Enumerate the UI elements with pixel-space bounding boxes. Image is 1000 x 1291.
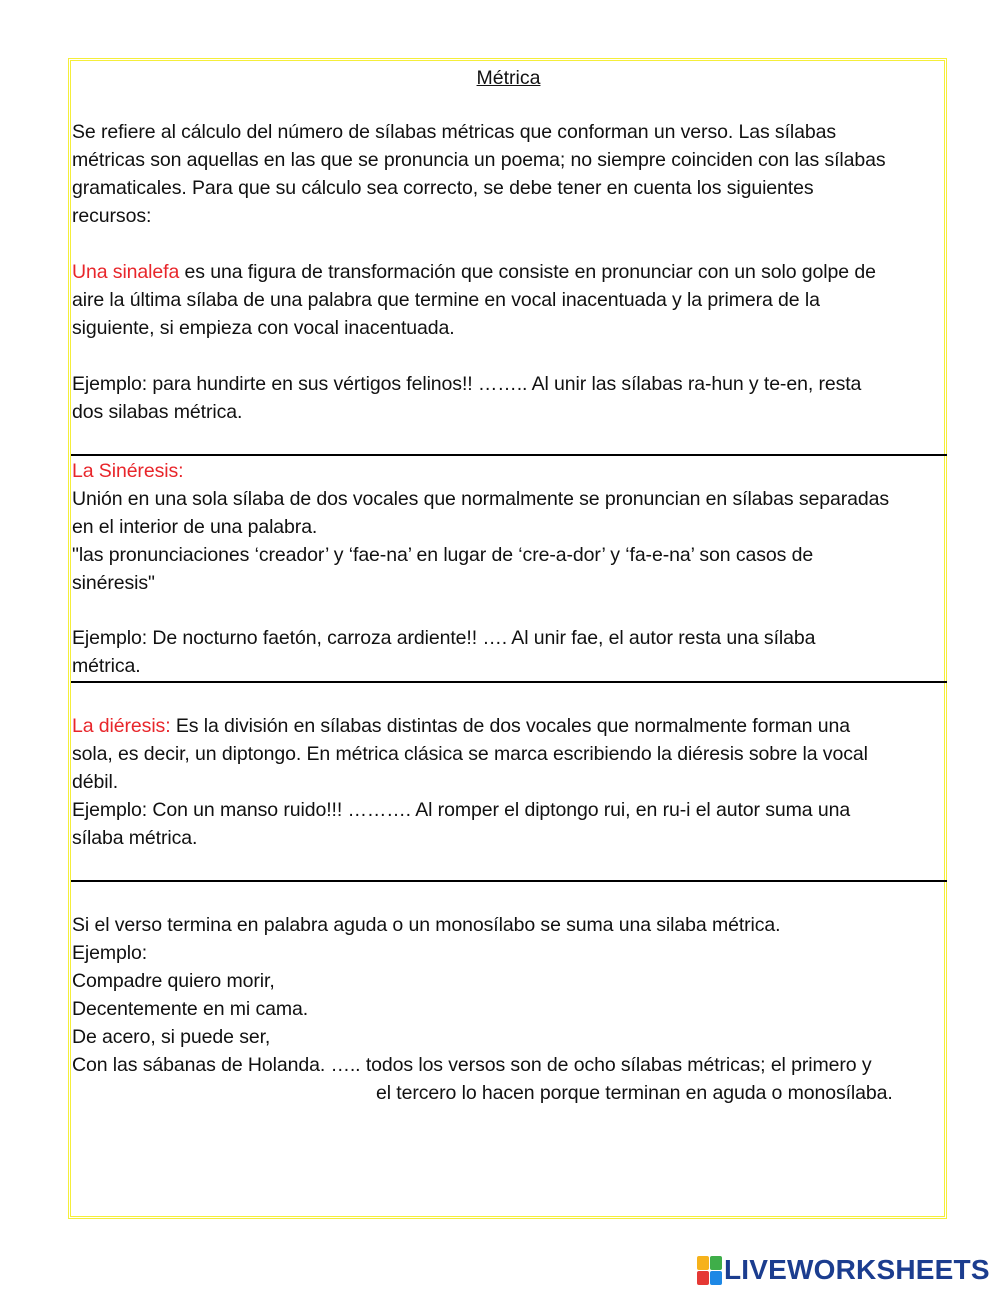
sineresis-line-2: en el interior de una palabra.: [72, 516, 318, 538]
dieresis-line-5: sílaba métrica.: [72, 827, 198, 849]
dieresis-term: La diéresis:: [72, 715, 171, 737]
liveworksheets-logo-text: LIVEWORKSHEETS: [724, 1254, 990, 1285]
logo-square: [697, 1256, 709, 1270]
sineresis-line-1: Unión en una sola sílaba de dos vocales que normalmente se pronuncian en sílabas separadas: [72, 488, 890, 510]
aguda-line-4: Decentemente en mi cama.: [72, 998, 309, 1020]
aguda-line-3: Compadre quiero morir,: [72, 970, 275, 992]
sinalefa-example-1: Ejemplo: para hundirte en sus vértigos felinos!! …….. Al unir las sílabas ra-hun y te-en, resta: [72, 373, 862, 395]
sineresis-line-4: sinéresis": [72, 572, 155, 594]
sinalefa-line-3: siguiente, si empieza con vocal inacentuada.: [72, 317, 455, 339]
dieresis-line-2: sola, es decir, un diptongo. En métrica clásica se marca escribiendo la diéresis sobre la vocal: [72, 743, 868, 765]
intro-line-2: métricas son aquellas en las que se pronuncia un poema; no siempre coinciden con las sílabas: [72, 149, 886, 171]
divider: [71, 454, 947, 456]
sinalefa-term: Una sinalefa: [72, 261, 180, 283]
dieresis-line-1: [72, 712, 850, 740]
aguda-line-7: el tercero lo hacen porque terminan en aguda o monosílaba.: [376, 1082, 893, 1104]
intro-line-4: recursos:: [72, 205, 152, 227]
logo-square: [710, 1256, 722, 1270]
dieresis-line-4: Ejemplo: Con un manso ruido!!! ………. Al romper el diptongo rui, en ru-i el autor suma una: [72, 799, 851, 821]
aguda-line-6: Con las sábanas de Holanda. ….. todos los versos son de ocho sílabas métricas; el primero y: [72, 1054, 872, 1076]
divider: [71, 880, 947, 882]
liveworksheets-logo: [697, 1254, 990, 1286]
page-title: Métrica: [476, 67, 541, 89]
logo-square: [710, 1271, 722, 1285]
intro-line-1: Se refiere al cálculo del número de sílabas métricas que conforman un verso. Las sílabas: [72, 121, 837, 143]
sinalefa-line-1: [72, 258, 876, 286]
sineresis-example-2: métrica.: [72, 655, 141, 677]
dieresis-line-3: débil.: [72, 771, 119, 793]
sinalefa-line-2: aire la última sílaba de una palabra que termine en vocal inacentuada y la primera de la: [72, 289, 820, 311]
aguda-line-1: Si el verso termina en palabra aguda o un monosílabo se suma una silaba métrica.: [72, 914, 781, 936]
dieresis-definition: Es la división en sílabas distintas de dos vocales que normalmente forman una: [170, 715, 850, 737]
sinalefa-example-2: dos silabas métrica.: [72, 401, 243, 423]
aguda-line-2: Ejemplo:: [72, 942, 148, 964]
liveworksheets-logo-icon: [697, 1256, 721, 1284]
sinalefa-definition: es una figura de transformación que consiste en pronunciar con un solo golpe de: [179, 261, 876, 283]
aguda-line-5: De acero, si puede ser,: [72, 1026, 271, 1048]
sineresis-example-1: Ejemplo: De nocturno faetón, carroza ardiente!! …. Al unir fae, el autor resta una sílaba: [72, 627, 816, 649]
logo-square: [697, 1271, 709, 1285]
sineresis-line-3: "las pronunciaciones ‘creador’ y ‘fae-na’ en lugar de ‘cre-a-dor’ y ‘fa-e-na’ son casos de: [72, 544, 814, 566]
intro-line-3: gramaticales. Para que su cálculo sea correcto, se debe tener en cuenta los siguientes: [72, 177, 814, 199]
sineresis-term: La Sinéresis:: [72, 460, 184, 482]
divider: [71, 681, 947, 683]
